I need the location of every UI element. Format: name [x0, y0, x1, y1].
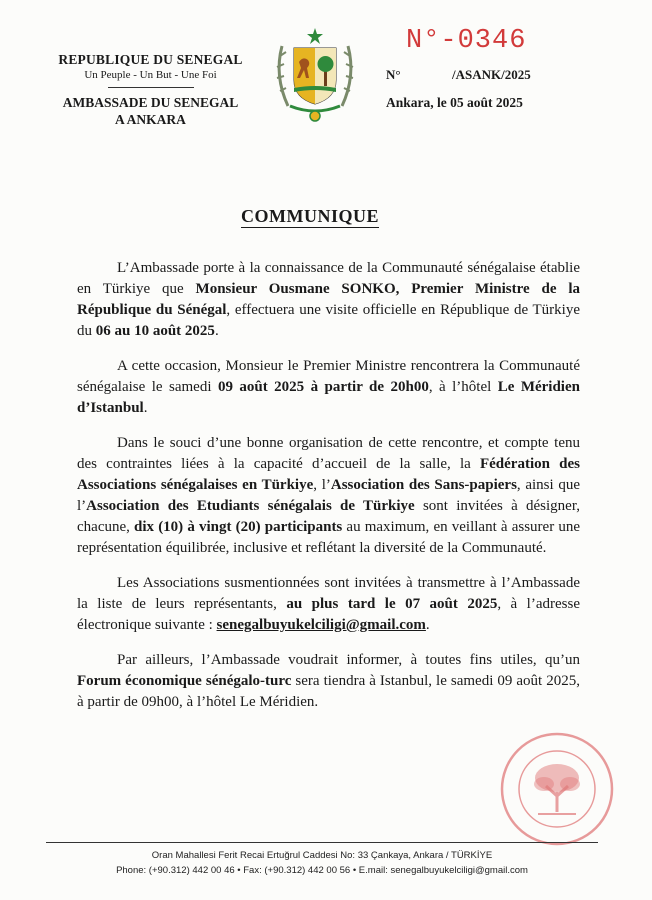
header-divider [108, 87, 194, 88]
p1-bold-1: Monsieur Ousmane SONKO, Premier Ministre de la République du Sénégal [77, 281, 580, 318]
p3-text-3: , ainsi que l’ [77, 477, 580, 514]
p5-text-1: Par ailleurs, l’Ambassade voudrait informer, à toutes fins utiles, qu’un [117, 652, 580, 668]
p2-bold-1: 09 août 2025 à partir de 20h00 [217, 379, 429, 395]
country-name: REPUBLIQUE DU SENEGAL [58, 52, 243, 67]
embassy-line-1: AMBASSADE DU SENEGAL [62, 95, 239, 110]
p3-bold-4: dix (10) à vingt (20) participants [134, 519, 343, 535]
paragraph-forum [77, 650, 580, 713]
footer-address: Oran Mahallesi Ferit Recai Ertuğrul Caddesi No: 33 Çankaya, Ankara / TÜRKİYE [151, 850, 493, 861]
paragraph-associations [77, 433, 580, 559]
paragraph-deadline [77, 573, 580, 636]
p4-text-2: , à l’adresse électronique suivante : [77, 596, 580, 633]
p3-bold-3: Association des Etudiants sénégalais de Türkiye [86, 498, 415, 514]
email-link[interactable]: senegalbuyukelciligi@gmail.com [216, 617, 426, 633]
p2-text-2: , à l’hôtel [428, 379, 498, 395]
p4-text-3: . [425, 617, 430, 633]
paragraph-visit [77, 258, 580, 342]
communique-body [77, 258, 580, 727]
p3-text-4: sont invitées à désigner, chacune, [77, 498, 580, 535]
p3-text-5: au maximum, en veillant à assurer une représentation équilibrée, inclusive et reflétant la diversité de la Communauté. [77, 519, 580, 556]
p1-text-3: . [214, 323, 219, 339]
p1-text-1: L’Ambassade porte à la connaissance de la Communauté sénégalaise établie en Türkiye que [77, 260, 580, 297]
national-motto: Un Peuple - Un But - Une Foi [84, 69, 217, 81]
coat-of-arms-icon [270, 26, 360, 124]
p3-bold-1: Fédération des Associations sénégalaises en Türkiye [77, 456, 580, 493]
p5-text-2: sera tiendra à Istanbul, le samedi 09 août 2025, à partir de 09h00, à l’hôtel Le Méridien. [77, 673, 580, 710]
letter-date: Ankara, le 05 août 2025 [386, 95, 523, 110]
p1-text-2: , effectuera une visite officielle en République de Türkiye du [77, 302, 581, 339]
embassy-line-2: A ANKARA [115, 112, 186, 127]
embassy-name [48, 94, 253, 128]
letter-footer [46, 848, 598, 878]
p4-bold-1: au plus tard le 07 août 2025 [286, 596, 498, 612]
p1-bold-2: 06 au 10 août 2025 [95, 323, 215, 339]
reference-suffix: /ASANK/2025 [452, 67, 531, 82]
p2-text-1: A cette occasion, Monsieur le Premier Ministre rencontrera la Communauté sénégalaise le samedi [77, 358, 580, 395]
reference-no-label: N° [386, 67, 401, 82]
document-title [0, 206, 620, 227]
letterhead-left [48, 52, 253, 128]
p4-text-1: Les Associations susmentionnées sont invitées à transmettre à l’Ambassade la liste de leurs représentants, [77, 575, 580, 612]
embassy-seal-icon [498, 730, 616, 848]
reference-stamp: N°-0346 [406, 26, 527, 56]
footer-divider [46, 842, 598, 843]
p3-bold-2: Association des Sans-papiers [330, 477, 517, 493]
p3-text-2: , l’ [313, 477, 331, 493]
p2-bold-2: Le Méridien d’Istanbul [77, 379, 580, 416]
p5-bold-1: Forum économique sénégalo-turc [77, 673, 292, 689]
p3-text-1: Dans le souci d’une bonne organisation de cette rencontre, et compte tenu des contraintes liées à la capacité d’accueil de la salle, la [77, 435, 580, 472]
footer-contact: Phone: (+90.312) 442 00 46 • Fax: (+90.312) 442 00 56 • E.mail: senegalbuyukelciligi@gmail.com [116, 865, 528, 876]
document-title-text: COMMUNIQUE [241, 206, 379, 226]
p2-text-3: . [143, 400, 148, 416]
paragraph-meeting [77, 356, 580, 419]
